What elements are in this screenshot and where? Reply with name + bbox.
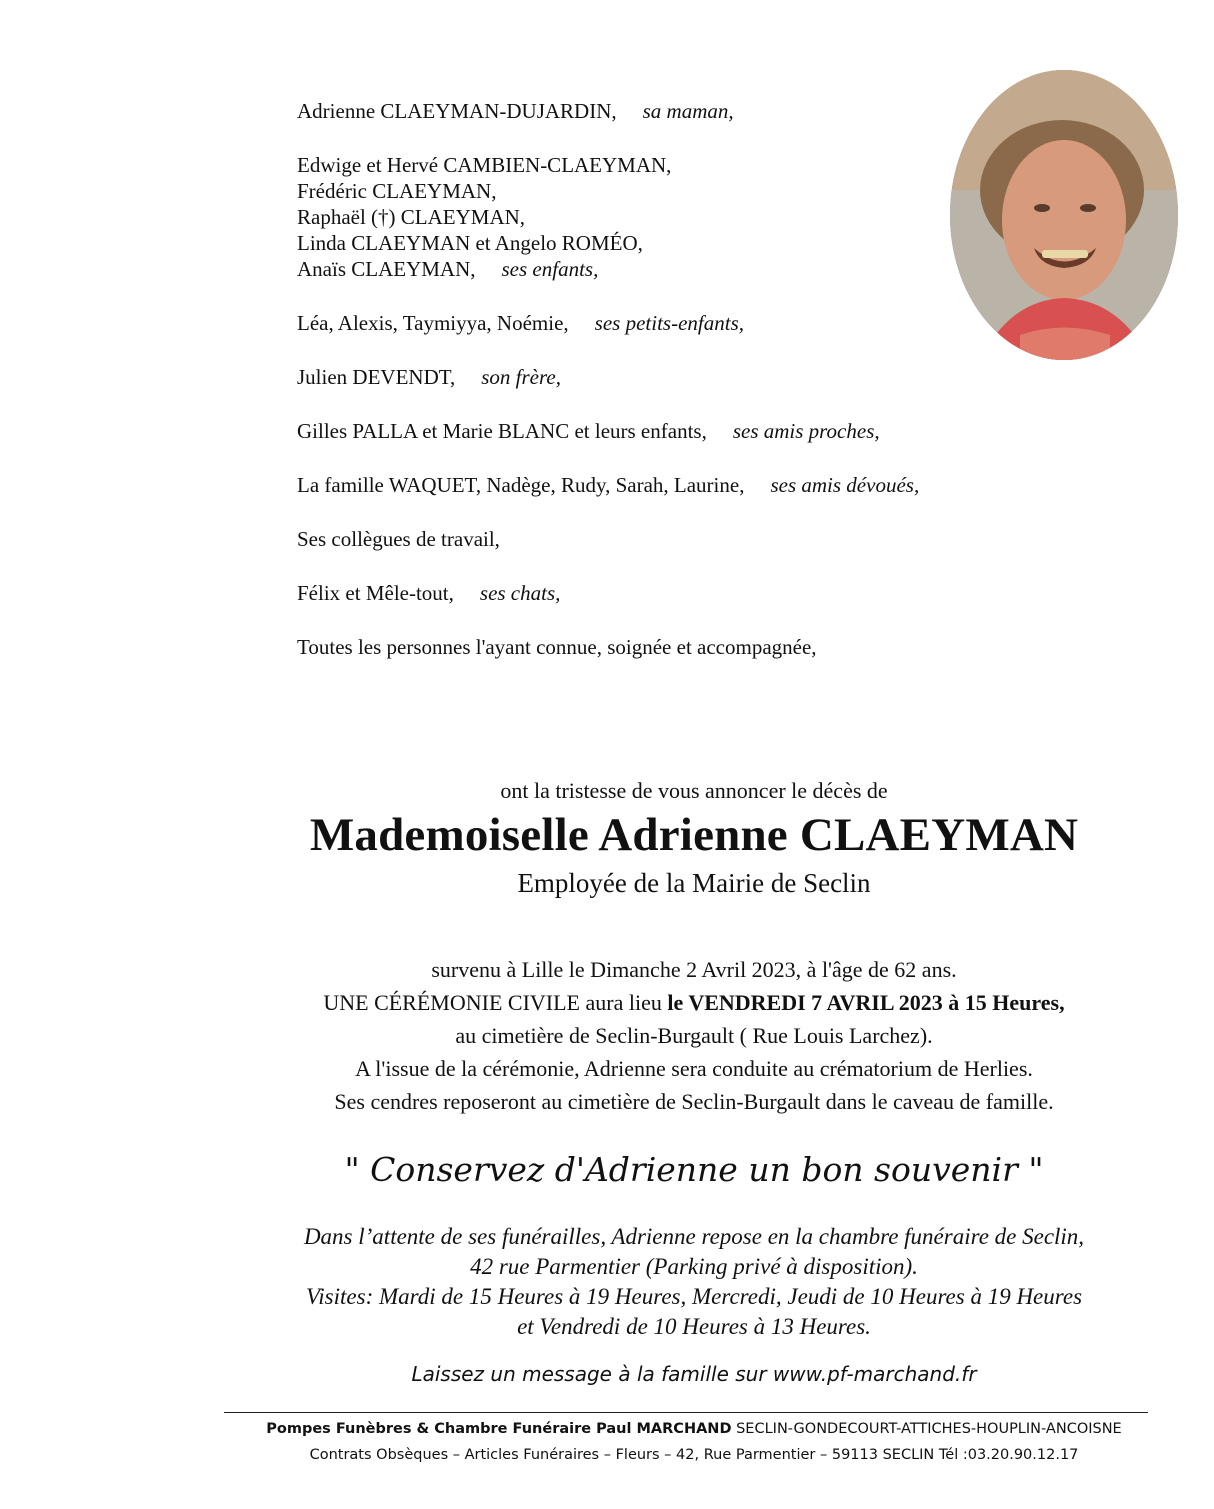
occupation: Employée de la Mairie de Seclin	[517, 868, 871, 898]
family-devoted-friends	[297, 472, 1057, 498]
deceased-name: Mademoiselle Adrienne CLAEYMAN	[309, 809, 1079, 861]
family-children	[297, 152, 1057, 282]
announcement: ont la tristesse de vous annoncer le décès de	[500, 778, 888, 803]
ceremony-info	[200, 986, 1188, 1019]
child-name: Anaïs CLAEYMAN,	[297, 257, 476, 281]
others-text: Toutes les personnes l'ayant connue, soignée et accompagnée,	[297, 635, 817, 659]
children-relation: ses enfants,	[501, 257, 599, 281]
child-name: Linda CLAEYMAN et Angelo ROMÉO,	[297, 231, 643, 255]
family-colleagues	[297, 526, 1057, 552]
grandchildren-names: Léa, Alexis, Taymiyya, Noémie,	[297, 311, 569, 335]
message-link: Laissez un message à la famille sur www.pf-marchand.fr	[411, 1362, 977, 1386]
portrait-photo	[950, 70, 1178, 360]
ashes-info: Ses cendres reposeront au cimetière de Seclin-Burgault dans le caveau de famille.	[334, 1089, 1054, 1114]
portrait-image	[950, 70, 1178, 360]
grandchildren-relation: ses petits-enfants,	[594, 311, 744, 335]
family-list	[297, 98, 1057, 660]
close-friends-relation: ses amis proches,	[732, 419, 880, 443]
family-grandchildren	[297, 310, 1057, 336]
devoted-friends-names: La famille WAQUET, Nadège, Rudy, Sarah, Laurine,	[297, 473, 745, 497]
brother-relation: son frère,	[481, 365, 561, 389]
wake-line: et Vendredi de 10 Heures à 13 Heures.	[517, 1314, 871, 1339]
wake-line: Dans l’attente de ses funérailles, Adrienne repose en la chambre funéraire de Seclin,	[303, 1224, 1085, 1249]
crematorium-info: A l'issue de la cérémonie, Adrienne sera conduite au crématorium de Herlies.	[355, 1056, 1033, 1081]
ceremony-location: au cimetière de Seclin-Burgault ( Rue Louis Larchez).	[455, 1023, 933, 1048]
family-others	[297, 634, 1057, 660]
child-name: Raphaël (†) CLAEYMAN,	[297, 205, 526, 229]
memorial-quote: " Conservez d'Adrienne un bon souvenir "	[344, 1150, 1044, 1189]
wake-info	[200, 1222, 1188, 1342]
child-name: Frédéric CLAEYMAN,	[297, 179, 497, 203]
family-brother	[297, 364, 1057, 390]
devoted-friends-relation: ses amis dévoués,	[770, 473, 920, 497]
mother-relation: sa maman,	[642, 99, 734, 123]
footer-divider	[224, 1412, 1148, 1413]
family-cats	[297, 580, 1057, 606]
ceremony-text: UNE CÉRÉMONIE CIVILE aura lieu	[323, 990, 668, 1015]
child-name: Edwige et Hervé CAMBIEN-CLAEYMAN,	[297, 153, 672, 177]
family-close-friends	[297, 418, 1057, 444]
funeral-details	[200, 953, 1188, 1118]
ceremony-date: le VENDREDI 7 AVRIL 2023 à 15 Heures,	[667, 990, 1065, 1015]
wake-line: Visites: Mardi de 15 Heures à 19 Heures, Mercredi, Jeudi de 10 Heures à 19 Heures	[305, 1284, 1083, 1309]
company-name: Pompes Funèbres & Chambre Funéraire Paul MARCHAND	[266, 1421, 732, 1437]
death-info: survenu à Lille le Dimanche 2 Avril 2023, à l'âge de 62 ans.	[431, 957, 957, 982]
footer-contact-line: Contrats Obsèques – Articles Funéraires – Fleurs – 42, Rue Parmentier – 59113 SECLIN Tél :03.20.90.12.17	[309, 1447, 1079, 1463]
mother-name: Adrienne CLAEYMAN-DUJARDIN,	[297, 99, 617, 123]
colleagues-text: Ses collègues de travail,	[297, 527, 500, 551]
cats-relation: ses chats,	[479, 581, 561, 605]
wake-line: 42 rue Parmentier (Parking privé à disposition).	[470, 1254, 918, 1279]
cats-names: Félix et Mêle-tout,	[297, 581, 454, 605]
footer-company-line	[200, 1421, 1188, 1437]
company-locations: SECLIN-GONDECOURT-ATTICHES-HOUPLIN-ANCOISNE	[731, 1421, 1122, 1437]
close-friends-names: Gilles PALLA et Marie BLANC et leurs enfants,	[297, 419, 707, 443]
family-mother	[297, 98, 1057, 124]
brother-name: Julien DEVENDT,	[297, 365, 456, 389]
